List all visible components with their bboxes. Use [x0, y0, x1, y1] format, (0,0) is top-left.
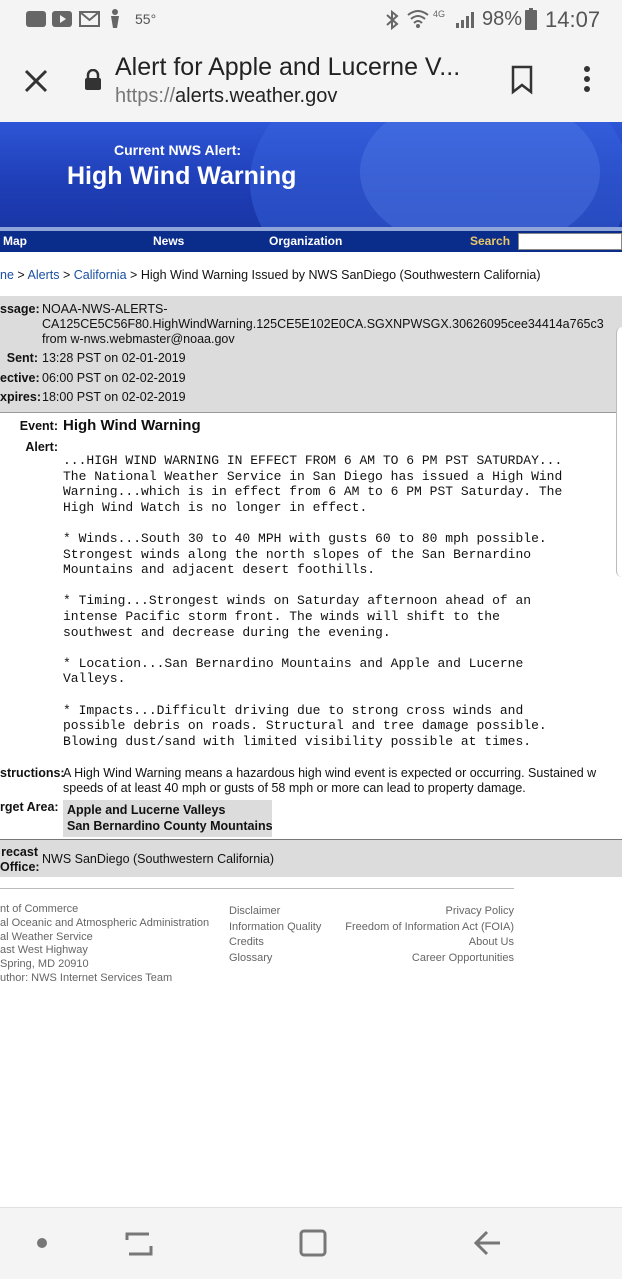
alert-text-line: Blowing dust/sand with limited visibility possible at times. — [63, 733, 532, 749]
breadcrumb-sep: > — [130, 268, 138, 282]
alert-text-line — [63, 640, 562, 656]
notification-icon — [26, 11, 46, 27]
search-label: Search — [470, 234, 511, 248]
back-icon[interactable] — [472, 1228, 502, 1258]
alert-text-line — [63, 578, 562, 594]
footer-link-glossary[interactable]: Glossary — [229, 951, 273, 964]
mail-icon — [79, 11, 100, 27]
footer-link-privacy[interactable]: Privacy Policy — [445, 905, 514, 917]
alert-text-line: southwest and decrease during the evening. — [63, 624, 391, 640]
alert-text-line: Mountains and adjacent desert foothills. — [63, 562, 376, 578]
lock-icon — [84, 69, 102, 91]
footer-links-right — [314, 904, 514, 966]
message-label: ssage: — [0, 302, 40, 316]
alert-text-line: Warning...which is in effect from 6 AM to 6 PM PST Saturday. The — [63, 484, 563, 500]
footer-divider — [0, 888, 514, 889]
site-nav — [0, 231, 622, 252]
breadcrumb-state[interactable]: California — [73, 268, 127, 282]
footer-line: uthor: NWS Internet Services Team — [0, 971, 173, 984]
accessibility-icon — [107, 8, 123, 30]
nav-item-organization[interactable]: Organization — [269, 234, 343, 248]
target-area-box — [63, 800, 272, 837]
alert-text-line: ...HIGH WIND WARNING IN EFFECT FROM 6 AM TO 6 PM PST SATURDAY... — [63, 453, 563, 468]
footer-line: nt of Commerce — [0, 903, 79, 915]
effective-value: 06:00 PST on 02-02-2019 — [42, 371, 186, 385]
bookmark-icon[interactable] — [510, 65, 534, 95]
instructions-label: structions: — [0, 766, 65, 780]
alert-text-line: The National Weather Service in San Diego has issued a High Wind — [63, 468, 563, 484]
breadcrumb-sep: > — [62, 268, 71, 282]
alert-text-line: * Timing...Strongest winds on Saturday afternoon ahead of an — [63, 593, 532, 609]
footer-link-information-quality[interactable]: Information Quality — [229, 920, 322, 933]
temperature: 55° — [135, 11, 157, 27]
expires-value: 18:00 PST on 02-02-2019 — [42, 390, 186, 404]
status-bar — [0, 0, 622, 40]
event-label: Event: — [19, 419, 58, 433]
nav-item-news[interactable]: News — [153, 234, 185, 248]
target-area-item: San Bernardino County Mountains — [67, 819, 273, 833]
sent-value: 13:28 PST on 02-01-2019 — [42, 351, 186, 365]
target-area-label: rget Area: — [0, 800, 59, 814]
message-id-line1: NOAA-NWS-ALERTS- — [42, 302, 168, 316]
battery-percent: 98% — [482, 8, 523, 30]
forecast-office-row — [0, 839, 622, 877]
search-input[interactable] — [518, 233, 622, 250]
globe-graphic — [250, 122, 622, 227]
page-title: Alert for Apple and Lucerne V... — [115, 53, 461, 81]
recent-apps-icon[interactable] — [125, 1228, 153, 1258]
alert-text-line: possible debris on roads. Structural and tree damage possible. — [63, 718, 547, 734]
youtube-icon — [52, 11, 72, 27]
breadcrumb-alerts[interactable]: Alerts — [27, 268, 60, 282]
alert-label: Alert: — [25, 440, 58, 454]
alert-text-line: * Impacts...Difficult driving due to strong cross winds and — [63, 702, 524, 718]
forecast-office-label-2: Office: — [0, 860, 40, 874]
alert-text-line: Strongest winds along the north slopes of the San Bernardino — [63, 546, 532, 562]
battery-icon — [525, 8, 537, 30]
banner-title: High Wind Warning — [67, 162, 297, 190]
footer-address — [0, 903, 209, 986]
system-navigation-bar — [0, 1207, 622, 1279]
alert-text-line: Valleys. — [63, 671, 126, 687]
footer-line: al Weather Service — [0, 930, 93, 943]
forecast-office-label-1: recast — [1, 845, 38, 859]
footer-link-disclaimer[interactable]: Disclaimer — [229, 905, 281, 917]
nav-dot-icon[interactable] — [37, 1238, 47, 1248]
footer-line: Spring, MD 20910 — [0, 958, 89, 971]
message-id-line2: CA125CE5C56F80.HighWindWarning.125CE5E102E0CA.SGXNPWSGX.30626095cee34414a765c3 — [42, 317, 604, 331]
footer-line: ast West Highway — [0, 944, 88, 957]
alert-text-line: High Wind Watch is no longer in effect. — [63, 499, 368, 515]
breadcrumb-sep: > — [17, 268, 25, 282]
alert-text-line: * Winds...South 30 to 40 MPH with gusts 60 to 80 mph possible. — [63, 530, 547, 546]
footer-link-foia[interactable]: Freedom of Information Act (FOIA) — [345, 920, 514, 933]
footer-link-credits[interactable]: Credits — [229, 936, 264, 949]
web-page — [0, 122, 622, 1207]
home-icon[interactable] — [298, 1228, 328, 1258]
footer-line: al Oceanic and Atmospheric Administration — [0, 916, 210, 929]
bluetooth-icon — [385, 9, 399, 31]
sent-label: Sent: — [6, 351, 38, 365]
alert-text-line — [63, 687, 562, 703]
alert-text — [63, 453, 562, 749]
network-type: 4G — [433, 9, 446, 19]
page-url[interactable] — [115, 85, 337, 108]
close-tab-icon[interactable] — [22, 67, 50, 95]
footer-link-about[interactable]: About Us — [468, 936, 514, 949]
message-source: from w-nws.webmaster@noaa.gov — [42, 332, 235, 346]
more-options-icon[interactable] — [580, 65, 594, 95]
alert-banner — [0, 122, 622, 227]
url-host: alerts.weather.gov — [175, 85, 338, 107]
forecast-office-value: NWS SanDiego (Southwestern California) — [42, 852, 275, 866]
alert-text-line — [63, 515, 562, 531]
scrollbar[interactable] — [616, 327, 622, 577]
instructions-line2: speeds of at least 40 mph or gusts of 58 mph or more can lead to property damage. — [63, 781, 526, 795]
footer-link-careers[interactable]: Career Opportunities — [411, 951, 514, 964]
breadcrumb-home[interactable]: ne — [0, 268, 14, 282]
alert-text-line: * Location...San Bernardino Mountains and Apple and Lucerne — [63, 655, 524, 671]
expires-label: xpires: — [0, 390, 41, 404]
target-area-item: Apple and Lucerne Valleys — [67, 803, 226, 817]
alert-text-line: intense Pacific storm front. The winds will shift to the — [63, 608, 500, 624]
instructions-line1: A High Wind Warning means a hazardous high wind event is expected or occurring. Sustained w — [63, 766, 597, 780]
clock: 14:07 — [545, 7, 601, 32]
nav-item-map[interactable]: Map — [3, 234, 27, 248]
footer-links-middle — [229, 904, 321, 966]
alert-metadata — [0, 296, 622, 413]
breadcrumb-current: High Wind Warning Issued by NWS SanDiego (Southwestern California) — [140, 268, 541, 282]
browser-toolbar — [0, 40, 622, 122]
wifi-icon — [407, 9, 429, 29]
signal-icon — [455, 10, 477, 28]
banner-kicker: Current NWS Alert: — [114, 142, 242, 158]
url-scheme: https:// — [115, 85, 176, 107]
effective-label: ective: — [0, 371, 40, 385]
breadcrumb — [0, 268, 541, 282]
event-value: High Wind Warning — [63, 417, 201, 434]
